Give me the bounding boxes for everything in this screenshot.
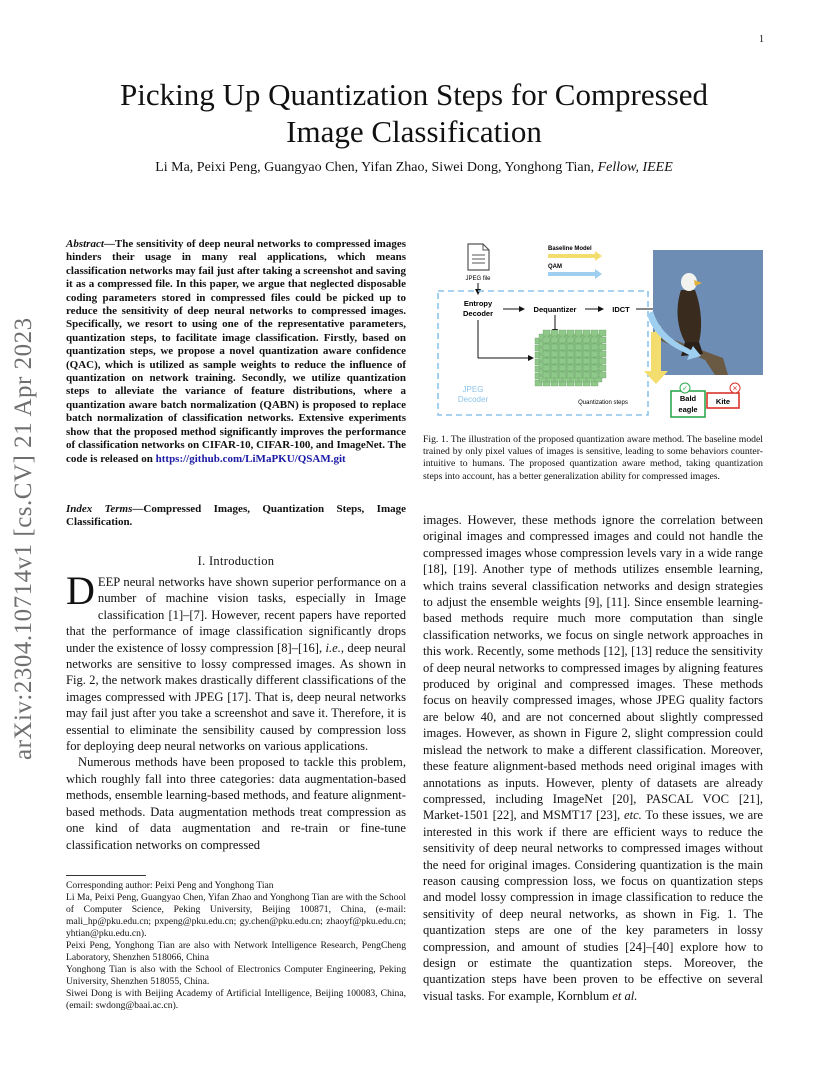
qstep-cell xyxy=(551,337,558,343)
footnote-affiliation-3: Yonghong Tian is also with the School of Electronics Computer Engineering, Peking University, Shenzhen 518055, China. xyxy=(66,964,406,987)
qstep-cell xyxy=(575,344,582,350)
qstep-cell xyxy=(551,365,558,371)
qstep-cell xyxy=(575,351,582,357)
qstep-cell xyxy=(575,330,582,336)
label-bald: Bald xyxy=(679,394,697,403)
qstep-cell xyxy=(575,372,582,378)
title-line-1: Picking Up Quantization Steps for Compressed xyxy=(119,77,709,112)
intro-p1-ie: i.e. xyxy=(325,640,341,655)
qstep-cell xyxy=(599,372,606,378)
qstep-cell xyxy=(591,365,598,371)
qstep-cell xyxy=(583,365,590,371)
qstep-cell xyxy=(567,330,574,336)
qstep-cell xyxy=(567,358,574,364)
intro-col2-etc: etc. xyxy=(624,808,642,823)
qstep-cell xyxy=(575,337,582,343)
qstep-cell xyxy=(559,330,566,336)
qstep-cell xyxy=(583,337,590,343)
block-entropy-decoder-line2: Decoder xyxy=(462,309,494,318)
qstep-cell xyxy=(591,351,598,357)
qstep-cell xyxy=(543,372,550,378)
qstep-cell xyxy=(591,337,598,343)
qstep-cell xyxy=(583,372,590,378)
title-line-2: Image Classification xyxy=(286,114,542,149)
intro-column-2 xyxy=(423,512,763,1004)
footnote-divider xyxy=(66,875,146,876)
dropcap: D xyxy=(66,568,95,613)
qstep-cell xyxy=(567,344,574,350)
qstep-cell xyxy=(583,358,590,364)
qstep-cell xyxy=(551,372,558,378)
check-mark: ✓ xyxy=(682,385,688,393)
abstract xyxy=(66,238,406,466)
footnote-affiliation-1: Li Ma, Peixi Peng, Guangyao Chen, Yifan Zhao and Yonghong Tian are with the School of Computer Science, Peking University, Beijing 100871, China, (e-mail: mali_hp@pku.edu.cn; pxpeng@pku.edu.cn; gy.chen@pku.edu.cn; zhaoyf@pku.edu.cn; yhtian@pku.edu.cn). xyxy=(66,892,406,939)
qstep-cell xyxy=(583,330,590,336)
label-kite: Kite xyxy=(715,397,731,406)
label-jpeg-file: JPEG file xyxy=(465,276,491,282)
legend-baseline-arrow xyxy=(548,251,602,261)
qstep-cell xyxy=(599,351,606,357)
figure-1-caption: Fig. 1. The illustration of the proposed quantization aware method. The baseline model trained by only pixel values of images is sensitive, leading to some behaviors counter-intuitive to humans. The proposed quantization aware method, taking quantization steps into account, has a better generalization ability for compressed images. xyxy=(423,434,763,482)
code-link[interactable]: https://github.com/LiMaPKU/QSAM.git xyxy=(155,452,346,465)
qstep-cell xyxy=(575,365,582,371)
block-entropy-decoder-line1: Entropy xyxy=(463,299,493,308)
paper-title xyxy=(64,76,764,150)
legend-qam: QAM xyxy=(548,264,562,270)
qstep-cell xyxy=(559,344,566,350)
footnote-corresponding: Corresponding author: Peixi Peng and Yonghong Tian xyxy=(66,880,274,891)
qstep-cell xyxy=(551,358,558,364)
intro-p1-part-a: EEP neural networks have shown superior performance on a number of machine vision tasks, especially in Image classification [1]–[7]. However, recent papers have reported that the performance of image classification significantly drops under the existence of lossy compression [8]–[16], xyxy=(66,575,406,655)
footnotes xyxy=(66,880,406,1012)
qstep-cell xyxy=(543,330,550,336)
qstep-cell xyxy=(591,372,598,378)
qstep-cell xyxy=(575,358,582,364)
authors-names: Li Ma, Peixi Peng, Guangyao Chen, Yifan Zhao, Siwei Dong, Yonghong Tian, xyxy=(155,160,595,175)
author-list xyxy=(64,160,764,176)
footnote-affiliation-2: Peixi Peng, Yonghong Tian are also with Network Intelligence Research, PengCheng Laboratory, Shenzhen 518066, China xyxy=(66,940,406,963)
file-icon xyxy=(468,244,489,270)
qstep-cell xyxy=(543,337,550,343)
label-jpeg-decoder-line1: JPEG xyxy=(462,385,484,394)
qstep-cell xyxy=(567,351,574,357)
qstep-cell xyxy=(591,358,598,364)
qstep-cell xyxy=(551,344,558,350)
intro-col2-paragraph xyxy=(423,512,763,1004)
intro-p1-part-b: , deep neural networks are sensitive to lossy compressed images. As shown in Fig. 2, the network makes drastically different classifications of the images compressed with JPEG [17]. That is, deep neural networks may fail just after you take a screenshot and save it. Therefore, it is essential to eliminate the sensibility caused by compression loss for deploying deep neural networks on various applications. xyxy=(66,640,406,754)
qstep-cell xyxy=(599,358,606,364)
intro-paragraph-1 xyxy=(66,568,406,754)
eagle-photo xyxy=(653,250,763,375)
section-heading: I. Introduction xyxy=(197,554,275,568)
index-terms xyxy=(66,503,406,530)
qstep-cell xyxy=(543,344,550,350)
quantization-steps-grid xyxy=(535,330,606,386)
qstep-cell xyxy=(599,337,606,343)
label-quantization-steps: Quantization steps xyxy=(578,400,628,406)
qstep-cell xyxy=(583,351,590,357)
intro-column-1 xyxy=(66,568,406,853)
qstep-cell xyxy=(543,351,550,357)
legend-qam-arrow xyxy=(548,269,602,279)
index-terms-lead: Index Terms xyxy=(66,503,133,515)
qstep-cell xyxy=(543,358,550,364)
qstep-cell xyxy=(559,351,566,357)
label-eagle: eagle xyxy=(678,405,698,414)
qstep-cell xyxy=(591,344,598,350)
qstep-cell xyxy=(567,372,574,378)
intro-col2-part-a: images. However, these methods ignore the correlation between original images and compressed images and could not handle the compressed images whose compression levels vary in a wide range [18], [19]. Another type of methods utilizes ensemble learning, which trains several classification networks and design strategies to adjust the ensemble weights [9], [11]. Since ensemble learning-based methods require much more computation than single classification networks, we focus on single network approaches in this work. Recently, some methods [12], [13] reduce the sensitivity of deep neural networks to compressed images by aligning features produced by original and compressed images. These methods focus on heavily compressed images, whose JPEG quality factors are below 40, and are not concerned about slightly compressed images. However, as shown in Figure 2, slight compression could mislead the network to make a different classification. Moreover, these feature alignment-based methods need original images with annotations as inputs. However, plenty of datasets are already compressed, including ImageNet [20], PASCAL VOC [21], Market-1501 [22], and MSMT17 [23], xyxy=(423,513,763,823)
page-number: 1 xyxy=(759,34,764,45)
figure-1-diagram xyxy=(423,238,763,428)
qstep-cell xyxy=(567,337,574,343)
qstep-cell xyxy=(551,351,558,357)
legend-baseline-model: Baseline Model xyxy=(548,246,592,252)
intro-paragraph-2: Numerous methods have been proposed to tackle this problem, which roughly fall into three categories: data augmentation-based methods, ensemble learning-based methods, and feature alignment-based methods. Data augmentation methods treat compression as one kind of data augmentation and re-train or fine-tune classification networks on compressed xyxy=(66,755,406,852)
footnote-affiliation-4: Siwei Dong is with Beijing Academy of Artificial Intelligence, Beijing 100083, China, (email: swdong@baai.ac.cn). xyxy=(66,988,406,1011)
qstep-cell xyxy=(591,330,598,336)
intro-col2-part-b: To these issues, we are interested in this work if there are efficient ways to reduce the sensitivity of deep neural networks to compressed images without the need for original images. Considering quantization is the main reason causing compression loss, we focus on quantization steps and model lossy compression in image classification to reduce the sensitivity of deep neural networks, as shown in Fig. 1. The quantization steps are one of the key parameters in lossy compression, and amount of studies [24]–[40] explore how to design or estimate the quantization steps. Moreover, the quantization steps have been proven to be effective on several visual tasks. For example, Kornblum xyxy=(423,808,763,1003)
cross-mark: ✕ xyxy=(732,385,738,393)
qstep-cell xyxy=(599,344,606,350)
qstep-cell xyxy=(559,337,566,343)
intro-col2-etal: et al. xyxy=(612,988,638,1003)
label-jpeg-decoder-line2: Decoder xyxy=(457,395,489,404)
qstep-cell xyxy=(559,365,566,371)
qstep-cell xyxy=(599,330,606,336)
qstep-cell xyxy=(559,358,566,364)
abstract-lead: Abstract xyxy=(66,238,104,250)
qstep-cell xyxy=(583,344,590,350)
block-dequantizer: Dequantizer xyxy=(533,305,577,314)
qstep-cell xyxy=(551,330,558,336)
arxiv-identifier-stamp: arXiv:2304.10714v1 [cs.CV] 21 Apr 2023 xyxy=(10,317,37,760)
index-terms-text: —Compressed Images, Quantization Steps, Image Classification. xyxy=(66,503,406,529)
qstep-cell xyxy=(567,365,574,371)
qstep-cell xyxy=(543,365,550,371)
qstep-cell xyxy=(559,372,566,378)
qstep-cell xyxy=(599,365,606,371)
authors-fellow: Fellow, IEEE xyxy=(597,160,673,175)
block-idct: IDCT xyxy=(612,305,630,314)
abstract-text: —The sensitivity of deep neural networks to compressed images hinders their usage in many real applications, which means classification networks may fail just after taking a screenshot and saving it as a compressed file. In this paper, we argue that neglected disposable coding parameters stored in compressed files could be picked up to reduce the sensitivity of deep neural networks to compressed images. Specifically, we resort to using one of the representative parameters, quantization steps, to facilitate image classification. Firstly, based on quantization steps, we propose a novel quantization aware confidence (QAC), which is utilized as sample weights to reduce the influence of quantization on network training. Secondly, we utilize quantization steps to alleviate the variance of feature distributions, where a quantization aware batch normalization (QABN) is proposed to replace batch normalization of classification networks. Extensive experiments show that the proposed method significantly improves the performance of classification networks on CIFAR-10, CIFAR-100, and ImageNet. The code is released on xyxy=(66,238,406,465)
